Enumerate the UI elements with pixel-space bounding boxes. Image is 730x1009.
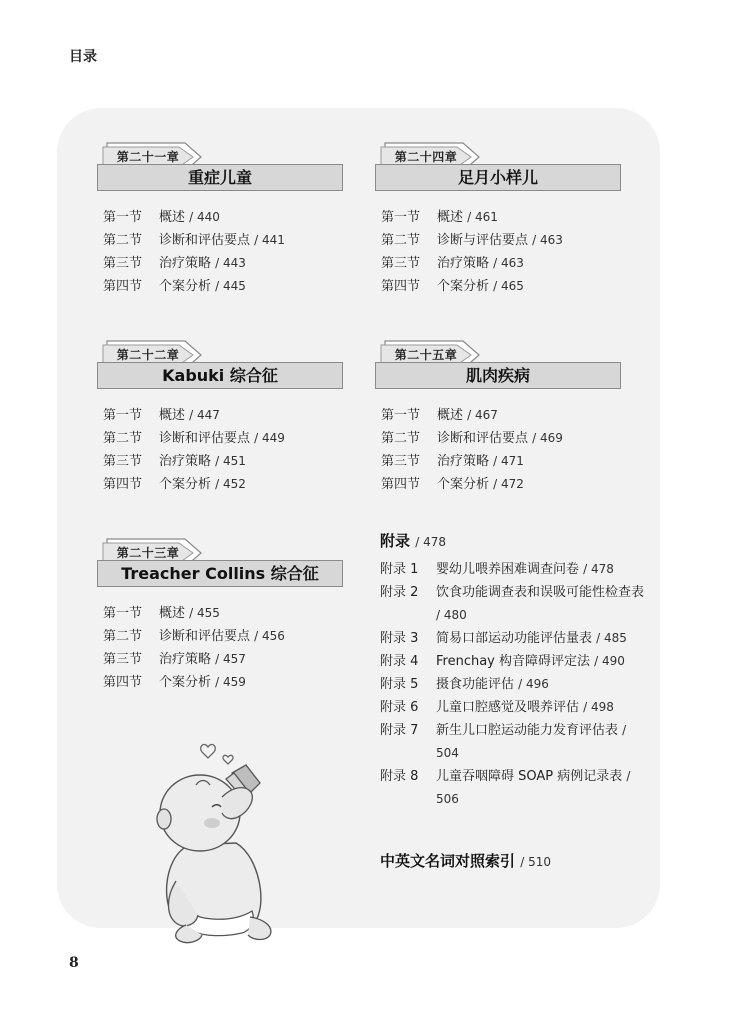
chapter-title: 足月小样儿 [375,164,621,191]
section-row [103,473,353,496]
appendix-item [380,558,650,581]
section-page: / 445 [215,279,246,293]
section-row [381,252,631,275]
section-number: 第一节 [103,210,143,225]
section-number: 第二节 [103,431,143,446]
section-title: 个案分析 [159,279,212,294]
section-row [381,404,631,427]
section-row [103,275,353,298]
appendix-item-title: Frenchay 构音障碍评定法 [436,654,591,669]
index-entry [380,850,551,871]
chapter-tag-label: 第二十四章 [394,150,458,164]
section-title: 个案分析 [437,279,490,294]
appendix-item-page: / 504 [436,723,627,760]
appendix-number: 附录 3 [380,631,419,646]
section-page: / 471 [493,454,524,468]
section-page: / 457 [215,652,246,666]
section-row [103,229,353,252]
appendix-item [380,765,650,811]
appendix-item-page: / 480 [436,608,467,622]
section-title: 概述 [159,606,186,621]
appendix-item-title: 简易口部运动功能评估量表 [436,631,593,646]
section-page: / 443 [215,256,246,270]
section-title: 概述 [437,210,464,225]
index-page: / 510 [520,855,552,869]
section-page: / 463 [532,233,563,247]
appendix-item-title: 婴幼儿喂养困难调查问卷 [436,562,580,577]
section-page: / 456 [254,629,285,643]
chapter-tag-label: 第二十五章 [394,348,458,362]
appendix-number: 附录 5 [380,677,419,692]
section-number: 第三节 [103,256,143,271]
section-title: 诊断与评估要点 [437,233,529,248]
appendix-item-page: / 490 [594,654,625,668]
chapter-title: 肌肉疾病 [375,362,621,389]
appendix-item-title: 饮食功能调查表和误吸可能性检查表 [436,585,645,600]
section-row [103,625,353,648]
section-row [103,602,353,625]
section-page: / 447 [189,408,220,422]
appendix-number: 附录 7 [380,723,419,738]
section-row [381,473,631,496]
chapter-tag-label: 第二十一章 [116,150,180,164]
appendix-heading [380,530,650,558]
section-number: 第四节 [103,279,143,294]
section-page: / 459 [215,675,246,689]
appendix-item [380,696,650,719]
section-page: / 465 [493,279,524,293]
section-page: / 461 [467,210,498,224]
chapter-title: Treacher Collins 综合征 [97,560,343,587]
section-list [103,404,353,496]
section-number: 第四节 [103,675,143,690]
section-number: 第二节 [103,629,143,644]
section-page: / 452 [215,477,246,491]
appendix-item-page: / 478 [583,562,614,576]
section-title: 诊断和评估要点 [159,431,251,446]
page-number: 8 [69,955,79,971]
chapter-tag-label: 第二十二章 [116,348,180,362]
section-row [103,427,353,450]
section-row [381,427,631,450]
section-title: 个案分析 [159,675,212,690]
section-row [103,404,353,427]
section-title: 概述 [159,210,186,225]
section-number: 第三节 [103,652,143,667]
section-page: / 472 [493,477,524,491]
appendix-item-page: / 485 [596,631,627,645]
section-page: / 451 [215,454,246,468]
section-title: 诊断和评估要点 [159,233,251,248]
chapter-title: 重症儿童 [97,164,343,191]
section-row [381,450,631,473]
section-title: 治疗策略 [159,256,212,271]
section-title: 治疗策略 [437,454,490,469]
index-title: 中英文名词对照索引 [380,852,516,870]
section-page: / 467 [467,408,498,422]
section-list [381,404,631,496]
section-page: / 463 [493,256,524,270]
section-title: 个案分析 [159,477,212,492]
section-row [103,648,353,671]
section-title: 治疗策略 [159,652,212,667]
appendix-number: 附录 8 [380,769,419,784]
section-number: 第二节 [103,233,143,248]
section-list [103,206,353,298]
section-number: 第二节 [381,431,421,446]
section-row [103,671,353,694]
section-row [103,252,353,275]
appendix-item [380,673,650,696]
section-page: / 455 [189,606,220,620]
section-title: 诊断和评估要点 [437,431,529,446]
section-row [381,275,631,298]
appendix-item-page: / 506 [436,769,631,806]
section-title: 概述 [437,408,464,423]
appendix-item [380,627,650,650]
appendix-number: 附录 6 [380,700,419,715]
section-number: 第三节 [103,454,143,469]
appendix-item-title: 儿童吞咽障碍 SOAP 病例记录表 [436,769,623,784]
appendix-item [380,581,650,627]
appendix-item-title: 儿童口腔感觉及喂养评估 [436,700,580,715]
section-title: 治疗策略 [159,454,212,469]
section-title: 概述 [159,408,186,423]
section-row [103,206,353,229]
chapter-title: Kabuki 综合征 [97,362,343,389]
section-number: 第一节 [103,408,143,423]
section-number: 第三节 [381,256,421,271]
section-row [103,450,353,473]
appendix-item [380,719,650,765]
section-row [381,206,631,229]
section-page: / 440 [189,210,220,224]
section-page: / 449 [254,431,285,445]
section-page: / 441 [254,233,285,247]
appendix-item-title: 摄食功能评估 [436,677,515,692]
chapter-tag-label: 第二十三章 [116,546,180,560]
section-number: 第一节 [381,210,421,225]
section-number: 第四节 [103,477,143,492]
appendix-page: / 478 [415,535,447,549]
page-header-title: 目录 [69,49,97,65]
section-row [381,229,631,252]
appendix-item-title: 新生儿口腔运动能力发育评估表 [436,723,619,738]
appendix-number: 附录 2 [380,585,419,600]
section-number: 第四节 [381,477,421,492]
section-page: / 469 [532,431,563,445]
section-number: 第三节 [381,454,421,469]
appendix-item-page: / 498 [583,700,614,714]
section-number: 第一节 [381,408,421,423]
appendix-number: 附录 4 [380,654,419,669]
appendix-section [380,530,650,811]
section-title: 诊断和评估要点 [159,629,251,644]
section-list [103,602,353,694]
section-number: 第一节 [103,606,143,621]
appendix-item [380,650,650,673]
baby-drinking-illustration [150,735,300,945]
appendix-number: 附录 1 [380,562,419,577]
appendix-title: 附录 [380,532,411,550]
appendix-item-page: / 496 [518,677,549,691]
section-number: 第二节 [381,233,421,248]
section-list [381,206,631,298]
section-number: 第四节 [381,279,421,294]
section-title: 治疗策略 [437,256,490,271]
section-title: 个案分析 [437,477,490,492]
